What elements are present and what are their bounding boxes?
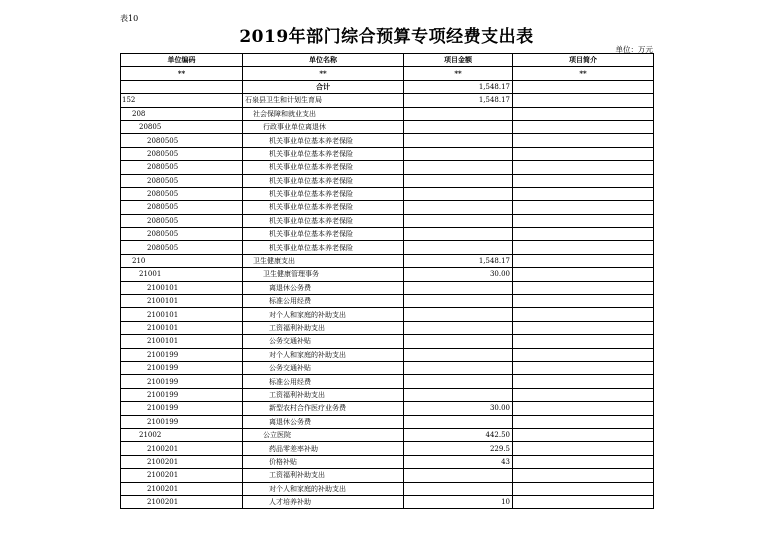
code-cell: 152 — [121, 94, 243, 107]
intro-cell — [513, 495, 654, 508]
name-cell: 机关事业单位基本养老保险 — [243, 241, 404, 254]
intro-cell — [513, 107, 654, 120]
table-row — [121, 415, 654, 428]
name-cell: 卫生健康管理事务 — [243, 268, 404, 281]
table-row — [121, 428, 654, 441]
name-cell: 机关事业单位基本养老保险 — [243, 161, 404, 174]
amount-cell: 1,548.17 — [404, 94, 513, 107]
table-row — [121, 375, 654, 388]
table-row — [121, 308, 654, 321]
amount-cell: 442.50 — [404, 428, 513, 441]
table-row — [121, 495, 654, 508]
code-cell: 2100199 — [121, 361, 243, 374]
table-row — [121, 174, 654, 187]
code-cell: 2100101 — [121, 321, 243, 334]
code-cell: 2080505 — [121, 214, 243, 227]
code-cell: 21001 — [121, 268, 243, 281]
intro-cell — [513, 348, 654, 361]
column-header-name: 单位名称 — [243, 54, 404, 67]
table-row — [121, 120, 654, 133]
name-cell: 新型农村合作医疗业务费 — [243, 402, 404, 415]
amount-cell: 229.5 — [404, 442, 513, 455]
table-row — [121, 402, 654, 415]
amount-cell: 1,548.17 — [404, 254, 513, 267]
amount-cell — [404, 174, 513, 187]
table-row — [121, 361, 654, 374]
code-cell: 2100201 — [121, 482, 243, 495]
intro-cell — [513, 402, 654, 415]
intro-cell — [513, 308, 654, 321]
table-row — [121, 268, 654, 281]
code-cell: 2100101 — [121, 281, 243, 294]
amount-cell: 30.00 — [404, 268, 513, 281]
code-cell: 2100101 — [121, 295, 243, 308]
amount-cell — [404, 361, 513, 374]
code-cell: 2100201 — [121, 495, 243, 508]
table-row — [121, 455, 654, 468]
table-row — [121, 281, 654, 294]
code-cell: 2100101 — [121, 308, 243, 321]
marker-cell: ** — [243, 67, 404, 80]
code-cell: 2080505 — [121, 187, 243, 200]
amount-cell — [404, 147, 513, 160]
intro-cell — [513, 388, 654, 401]
code-cell: 2100201 — [121, 469, 243, 482]
name-cell: 机关事业单位基本养老保险 — [243, 174, 404, 187]
name-cell: 离退休公务费 — [243, 281, 404, 294]
intro-cell — [513, 361, 654, 374]
table-row — [121, 201, 654, 214]
table-row — [121, 214, 654, 227]
intro-cell — [513, 228, 654, 241]
name-cell: 卫生健康支出 — [243, 254, 404, 267]
intro-cell — [513, 174, 654, 187]
intro-cell — [513, 415, 654, 428]
code-cell: 2100199 — [121, 348, 243, 361]
intro-cell — [513, 187, 654, 200]
amount-cell: 43 — [404, 455, 513, 468]
unit-label: 单位：万元 — [615, 45, 653, 54]
amount-cell — [404, 469, 513, 482]
table-row — [121, 321, 654, 334]
name-cell: 机关事业单位基本养老保险 — [243, 147, 404, 160]
intro-cell — [513, 241, 654, 254]
amount-cell — [404, 120, 513, 133]
code-cell: 20805 — [121, 120, 243, 133]
table-header-row — [121, 54, 654, 67]
name-cell: 离退休公务费 — [243, 415, 404, 428]
name-cell: 机关事业单位基本养老保险 — [243, 214, 404, 227]
code-cell: 2100199 — [121, 388, 243, 401]
code-cell: 2100199 — [121, 415, 243, 428]
intro-cell — [513, 442, 654, 455]
amount-cell — [404, 348, 513, 361]
name-cell: 对个人和家庭的补助支出 — [243, 308, 404, 321]
amount-cell — [404, 321, 513, 334]
table-row — [121, 348, 654, 361]
table-row — [121, 442, 654, 455]
code-cell: 2100199 — [121, 375, 243, 388]
amount-cell: 1,548.17 — [404, 80, 513, 93]
name-cell: 公务交通补贴 — [243, 361, 404, 374]
code-cell: 2100199 — [121, 402, 243, 415]
amount-cell — [404, 201, 513, 214]
table-row — [121, 228, 654, 241]
intro-cell — [513, 134, 654, 147]
table-row — [121, 107, 654, 120]
amount-cell — [404, 107, 513, 120]
intro-cell — [513, 335, 654, 348]
name-cell: 合计 — [243, 80, 404, 93]
column-header-code: 单位编码 — [121, 54, 243, 67]
intro-cell — [513, 201, 654, 214]
code-cell: 2100201 — [121, 442, 243, 455]
name-cell: 工资福利补助支出 — [243, 321, 404, 334]
table-row — [121, 134, 654, 147]
column-header-amount: 项目金额 — [404, 54, 513, 67]
code-cell: 2080505 — [121, 161, 243, 174]
page-title: 2019年部门综合预算专项经费支出表 — [239, 27, 534, 47]
name-cell: 公立医院 — [243, 428, 404, 441]
code-cell: 2100201 — [121, 455, 243, 468]
name-cell: 药品零差率补助 — [243, 442, 404, 455]
table-row — [121, 388, 654, 401]
name-cell: 工资福利补助支出 — [243, 388, 404, 401]
name-cell: 行政事业单位离退休 — [243, 120, 404, 133]
amount-cell — [404, 228, 513, 241]
table-number-label: 表10 — [120, 14, 139, 23]
code-cell: 2080505 — [121, 174, 243, 187]
intro-cell — [513, 375, 654, 388]
name-cell: 工资福利补助支出 — [243, 469, 404, 482]
marker-cell: ** — [404, 67, 513, 80]
amount-cell — [404, 375, 513, 388]
amount-cell — [404, 241, 513, 254]
name-cell: 对个人和家庭的补助支出 — [243, 348, 404, 361]
intro-cell — [513, 147, 654, 160]
table-row — [121, 335, 654, 348]
table-row — [121, 482, 654, 495]
code-cell: 208 — [121, 107, 243, 120]
table-row — [121, 161, 654, 174]
code-cell: 2080505 — [121, 201, 243, 214]
intro-cell — [513, 214, 654, 227]
name-cell: 标准公用经费 — [243, 295, 404, 308]
intro-cell — [513, 482, 654, 495]
code-cell: 2080505 — [121, 134, 243, 147]
code-cell — [121, 80, 243, 93]
name-cell: 机关事业单位基本养老保险 — [243, 187, 404, 200]
intro-cell — [513, 281, 654, 294]
amount-cell — [404, 214, 513, 227]
code-cell: 2080505 — [121, 241, 243, 254]
code-cell: 2100101 — [121, 335, 243, 348]
code-cell: 21002 — [121, 428, 243, 441]
code-cell: 2080505 — [121, 147, 243, 160]
marker-cell: ** — [121, 67, 243, 80]
table-row — [121, 469, 654, 482]
column-header-intro: 项目简介 — [513, 54, 654, 67]
name-cell: 石泉县卫生和计划生育局 — [243, 94, 404, 107]
amount-cell — [404, 482, 513, 495]
amount-cell — [404, 161, 513, 174]
table-row — [121, 187, 654, 200]
amount-cell: 30.00 — [404, 402, 513, 415]
amount-cell — [404, 308, 513, 321]
intro-cell — [513, 161, 654, 174]
code-cell: 2080505 — [121, 228, 243, 241]
table-row — [121, 94, 654, 107]
amount-cell — [404, 415, 513, 428]
marker-cell: ** — [513, 67, 654, 80]
amount-cell — [404, 187, 513, 200]
total-row — [121, 80, 654, 93]
code-cell: 210 — [121, 254, 243, 267]
amount-cell — [404, 295, 513, 308]
intro-cell — [513, 428, 654, 441]
amount-cell — [404, 335, 513, 348]
intro-cell — [513, 80, 654, 93]
intro-cell — [513, 120, 654, 133]
name-cell: 机关事业单位基本养老保险 — [243, 228, 404, 241]
name-cell: 机关事业单位基本养老保险 — [243, 134, 404, 147]
amount-cell — [404, 134, 513, 147]
intro-cell — [513, 321, 654, 334]
table-marker-row — [121, 67, 654, 80]
amount-cell: 10 — [404, 495, 513, 508]
intro-cell — [513, 469, 654, 482]
table-row — [121, 295, 654, 308]
name-cell: 价格补贴 — [243, 455, 404, 468]
intro-cell — [513, 268, 654, 281]
table-row — [121, 254, 654, 267]
amount-cell — [404, 388, 513, 401]
intro-cell — [513, 94, 654, 107]
name-cell: 人才培养补助 — [243, 495, 404, 508]
name-cell: 标准公用经费 — [243, 375, 404, 388]
name-cell: 公务交通补贴 — [243, 335, 404, 348]
intro-cell — [513, 254, 654, 267]
intro-cell — [513, 455, 654, 468]
budget-table — [120, 53, 654, 509]
name-cell: 机关事业单位基本养老保险 — [243, 201, 404, 214]
table-row — [121, 147, 654, 160]
name-cell: 社会保障和就业支出 — [243, 107, 404, 120]
name-cell: 对个人和家庭的补助支出 — [243, 482, 404, 495]
intro-cell — [513, 295, 654, 308]
amount-cell — [404, 281, 513, 294]
table-row — [121, 241, 654, 254]
